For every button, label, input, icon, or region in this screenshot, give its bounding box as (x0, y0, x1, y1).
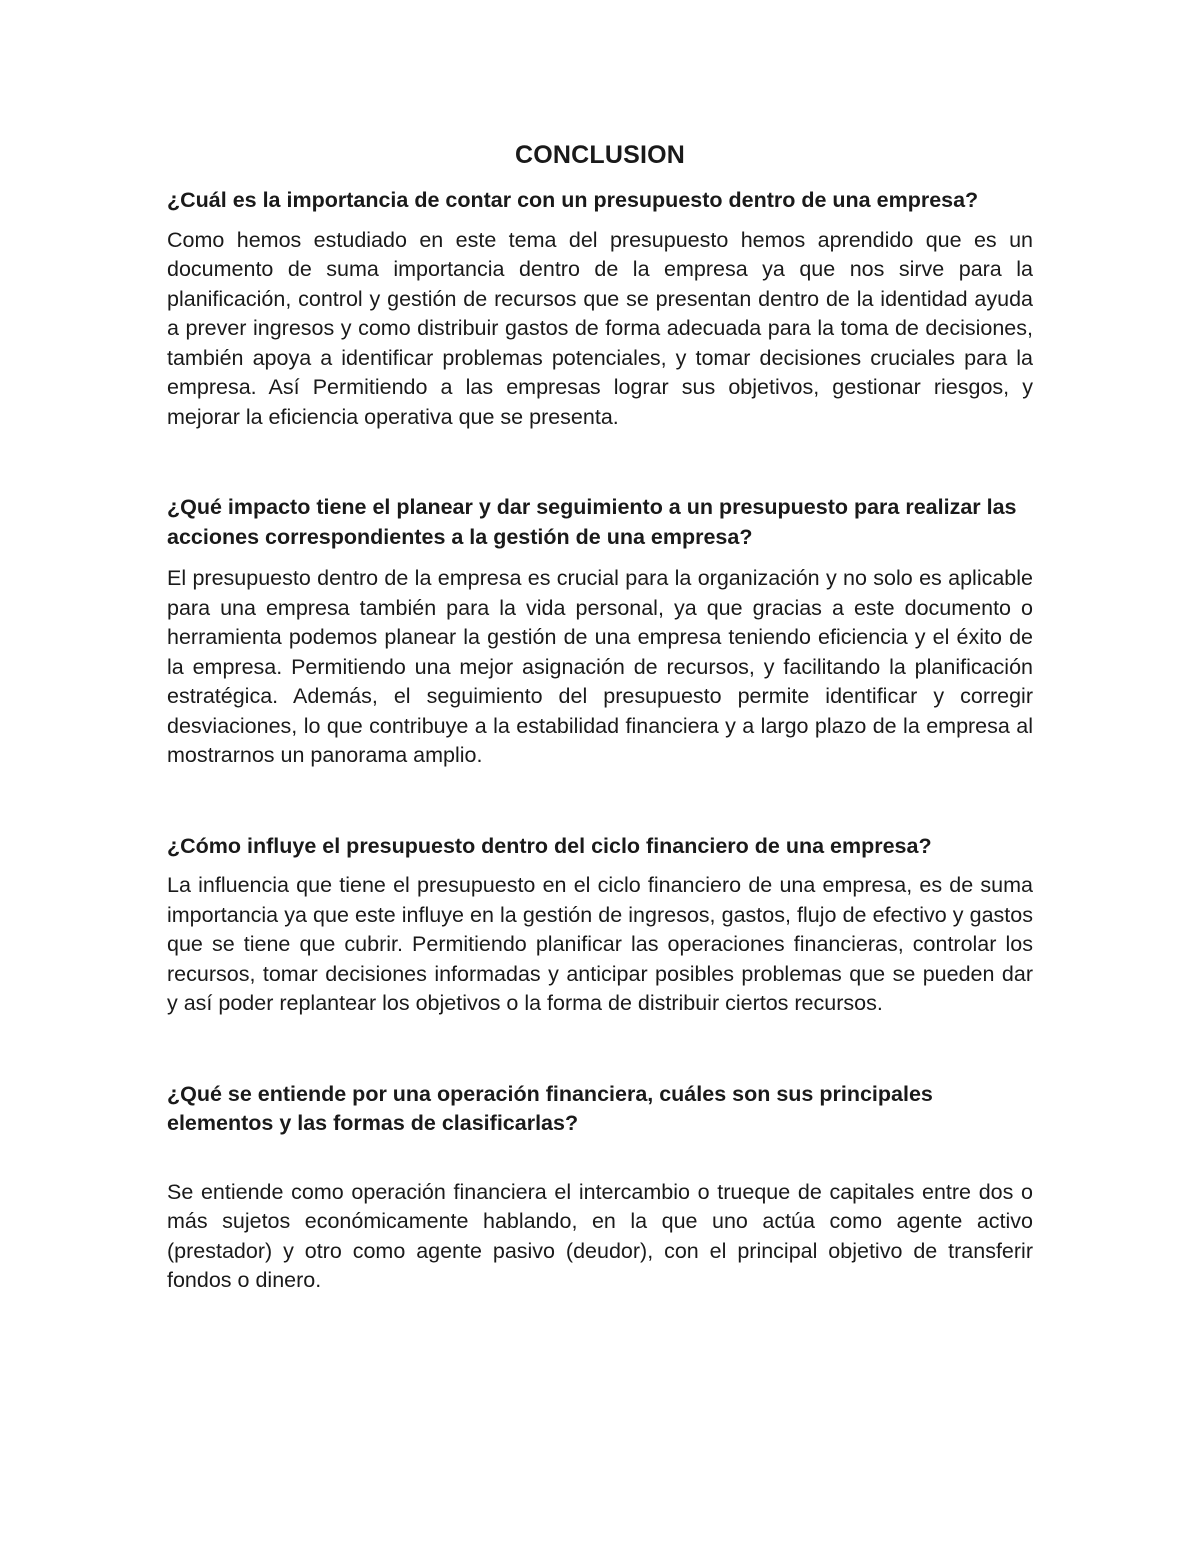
question-heading: ¿Cuál es la importancia de contar con un presupuesto dentro de una empresa? (167, 188, 979, 212)
answer-paragraph: La influencia que tiene el presupuesto en el ciclo financiero de una empresa, es de suma importancia ya que este influye en la gestión de ingresos, gastos, flujo de efectivo y gastos que se tiene que cubrir. Permitiendo planificar las operaciones financieras, controlar los recursos, tomar decisiones informadas y anticipar posibles problemas que se pueden dar y así poder replantear los objetivos o la forma de distribuir ciertos recursos. (167, 873, 1033, 1015)
section-budget-importance (167, 186, 1033, 432)
answer-paragraph: El presupuesto dentro de la empresa es crucial para la organización y no solo es aplicable para una empresa también para la vida personal, ya que gracias a este documento o herramienta podemos planear la gestión de una empresa teniendo eficiencia y el éxito de la empresa. Permitiendo una mejor asignación de recursos, y facilitando la planificación estratégica. Además, el seguimiento del presupuesto permite identificar y corregir desviaciones, lo que contribuye a la estabilidad financiera y a largo plazo de la empresa al mostrarnos un panorama amplio. (167, 566, 1033, 767)
question-heading: ¿Cómo influye el presupuesto dentro del ciclo financiero de una empresa? (167, 833, 932, 858)
question-heading: ¿Qué se entiende por una operación financiera, cuáles son sus principales elementos y las formas de clasificarlas? (167, 1081, 933, 1135)
section-financial-cycle (167, 832, 1033, 1019)
section-planning-impact (167, 493, 1033, 771)
answer-paragraph: Se entiende como operación financiera el intercambio o trueque de capitales entre dos o más sujetos económicamente hablando, en la que uno actúa como agente activo (prestador) y otro como agente pasivo (deudor), con el principal objetivo de transferir fondos o dinero. (167, 1179, 1033, 1292)
answer-paragraph: Como hemos estudiado en este tema del presupuesto hemos aprendido que es un documento de suma importancia dentro de la empresa ya que nos sirve para la planificación, control y gestión de recursos que se presentan dentro de la identidad ayuda a prever ingresos y como distribuir gastos de forma adecuada para la toma de decisiones, también apoya a identificar problemas potenciales, y tomar decisiones cruciales para la empresa. Así Permitiendo a las empresas lograr sus objetivos, gestionar riesgos, y mejorar la eficiencia operativa que se presenta. (167, 227, 1033, 429)
page-title: CONCLUSION (514, 141, 686, 169)
document-page (167, 138, 1033, 1296)
section-financial-operation (167, 1080, 1033, 1296)
question-heading: ¿Qué impacto tiene el planear y dar seguimiento a un presupuesto para realizar las acciones correspondientes a la gestión de una empresa? (167, 495, 1017, 549)
